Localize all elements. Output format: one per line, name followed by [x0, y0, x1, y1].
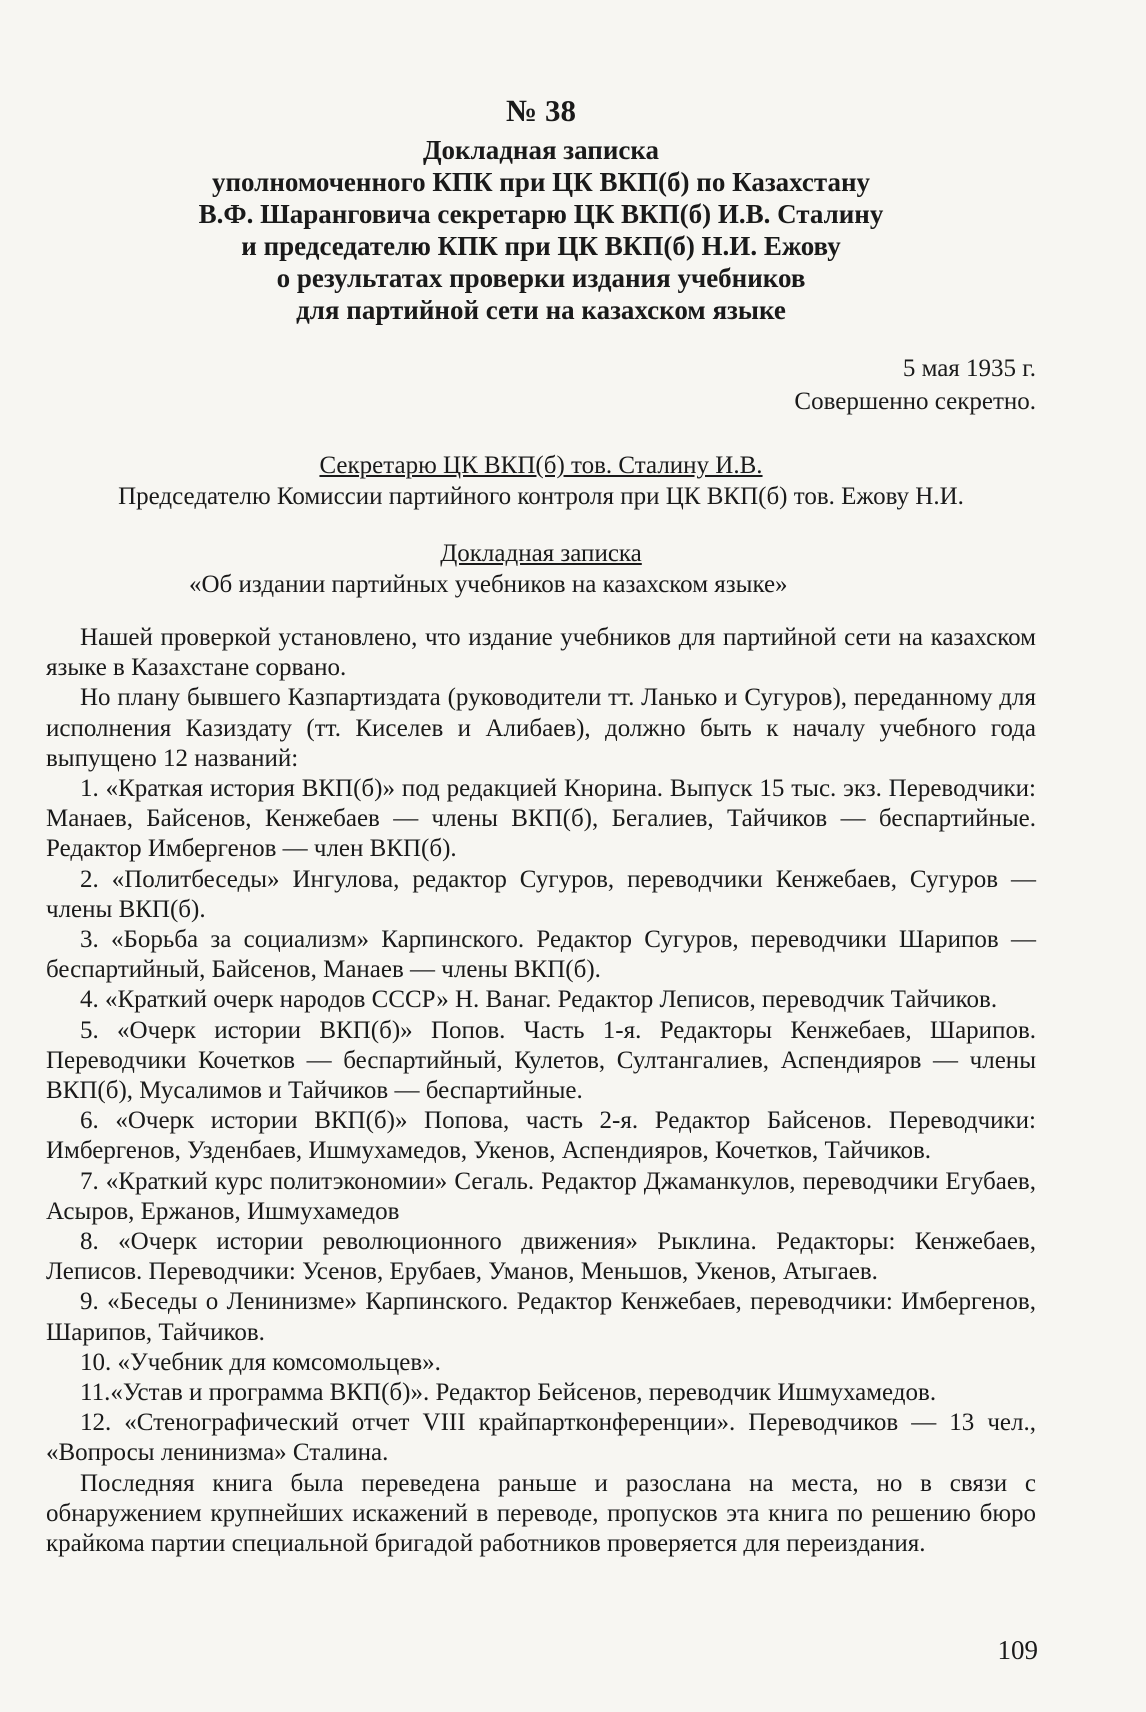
title-line: уполномоченного КПК при ЦК ВКП(б) по Казахстану: [211, 167, 871, 197]
list-item: 2. «Политбеседы» Ингулова, редактор Сугуров, переводчики Кенжебаев, Сугуров — члены ВКП(б).: [46, 865, 1036, 923]
document-number: № 38: [506, 93, 576, 128]
body-paragraph: Но плану бывшего Казпартиздата (руководители тт. Ланько и Сугуров), переданному для исполнения Казиздату (тт. Киселев и Алибаев), должно быть к началу учебного года выпущено 12 названий:: [46, 684, 1036, 772]
title-line: В.Ф. Шаранговича секретарю ЦК ВКП(б) И.В. Сталину: [198, 199, 884, 229]
classification-mark: Совершенно секретно.: [794, 388, 1036, 415]
list-item: 6. «Очерк истории ВКП(б)» Попова, часть 2-я. Редактор Байсенов. Переводчики: Имбергенов, Узденбаев, Ишмухамедов, Укенов, Аспендияров, Кочетков, Тайчиков.: [46, 1107, 1036, 1165]
list-item: 1. «Краткая история ВКП(б)» под редакцией Кнорина. Выпуск 15 тыс. экз. Переводчики: Манаев, Байсенов, Кенжебаев — члены ВКП(б), Бегалиев, Тайчиков — беспартийные. Редактор Имбергенов — член ВКП(б).: [46, 775, 1036, 863]
date-block: [46, 352, 1036, 418]
title-line: Докладная записка: [422, 135, 660, 165]
list-item: 12. «Стенографический отчет VIII крайпартконференции». Переводчиков — 13 чел., «Вопросы ленинизма» Сталина.: [46, 1409, 1036, 1467]
list-item: 11.«Устав и программа ВКП(б)». Редактор Бейсенов, переводчик Ишмухамедов.: [80, 1379, 937, 1407]
page-number: 109: [997, 1635, 1038, 1665]
document-page: [46, 92, 1036, 1559]
list-item: 3. «Борьба за социализм» Карпинского. Редактор Сугуров, переводчики Шарипов — беспартийный, Байсенов, Манаев — члены ВКП(б).: [46, 926, 1036, 984]
body-paragraph: Последняя книга была переведена раньше и разослана на места, но в связи с обнаружением крупнейших искажений в переводе, пропусков эта книга по решению бюро крайкома партии специальной бригадой работников проверяется для переиздания.: [46, 1469, 1036, 1558]
title-line: и председателю КПК при ЦК ВКП(б) Н.И. Ежову: [241, 231, 841, 261]
list-item: 10. «Учебник для комсомольцев».: [80, 1348, 441, 1376]
document-title: [46, 134, 1036, 326]
list-item: 8. «Очерк истории революционного движения» Рыклина. Редакторы: Кенжебаев, Леписов. Переводчики: Усенов, Ерубаев, Уманов, Меньшов, Укенов, Атыгаев.: [46, 1228, 1036, 1286]
addressee-stalin: Секретарю ЦК ВКП(б) тов. Сталину И.В.: [319, 452, 763, 479]
memo-title: Докладная записка: [440, 540, 642, 567]
list-item: 5. «Очерк истории ВКП(б)» Попов. Часть 1-я. Редакторы Кенжебаев, Шарипов. Переводчики Кочетков — беспартийный, Кулетов, Султангалиев, Аспендияров — члены ВКП(б), Мусалимов и Тайчиков — беспартийные.: [46, 1016, 1036, 1105]
list-item: 9. «Беседы о Ленинизме» Карпинского. Редактор Кенжебаев, переводчики: Имбергенов, Шарипов, Тайчиков.: [46, 1288, 1036, 1346]
title-line: для партийной сети на казахском языке: [296, 295, 786, 325]
title-line: о результатах проверки издания учебников: [276, 263, 806, 293]
memo-body: [46, 623, 1036, 1559]
list-item: 4. «Краткий очерк народов СССР» Н. Ванаг. Редактор Леписов, переводчик Тайчиков.: [80, 986, 998, 1014]
addressee-yezhov: Председателю Комиссии партийного контроля при ЦК ВКП(б) тов. Ежову Н.И.: [118, 483, 964, 510]
document-date: 5 мая 1935 г.: [902, 355, 1036, 382]
body-paragraph: Нашей проверкой установлено, что издание учебников для партийной сети на казахском языке в Казахстане сорвано.: [46, 624, 1036, 682]
list-item: 7. «Краткий курс политэкономии» Сегаль. Редактор Джаманкулов, переводчики Егубаев, Асыров, Ержанов, Ишмухамедов: [46, 1167, 1036, 1225]
memo-subject: «Об издании партийных учебников на казахском языке»: [189, 571, 788, 598]
